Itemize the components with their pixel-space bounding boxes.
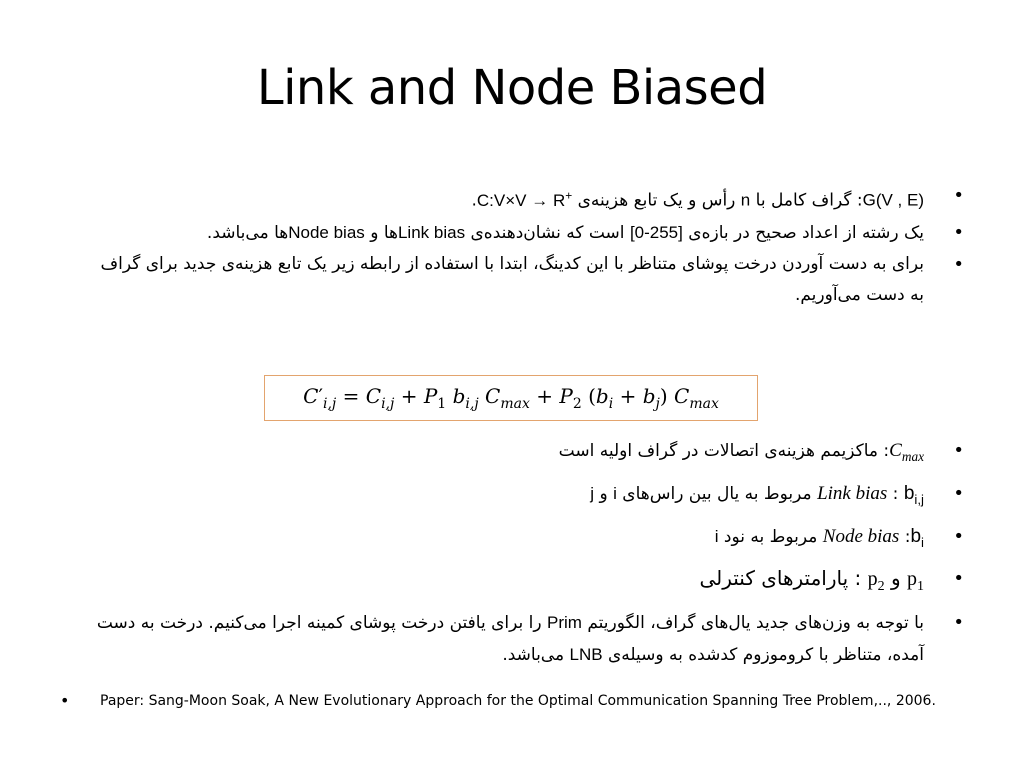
encoding-text-2: است که نشان‌دهنده‌ی xyxy=(465,222,630,243)
encoding-text-4: ها می‌باشد. xyxy=(206,222,289,243)
definition-list xyxy=(94,432,964,671)
vertex-i: i xyxy=(613,483,617,503)
link-bias-label: Link bias xyxy=(397,222,466,242)
p2-sub: 2 xyxy=(877,579,885,595)
vertex-j: j xyxy=(590,483,595,503)
list-item-new-cost xyxy=(94,249,964,311)
link-bias-name: Link bias xyxy=(817,482,888,504)
cost-function xyxy=(476,188,573,210)
encoding-text-1: یک رشته از اعداد صحیح در بازه‌ی xyxy=(682,222,924,243)
cost-function-text: C:V×V → R xyxy=(476,190,566,210)
formula-render: $C'_{i,j} = C_{i,j} + P_1$ $b_{i,j}$ $C_{max} + P_2$ $(b_i + b_j)$ $C_{max}$ xyxy=(303,384,719,412)
formula-box xyxy=(264,375,758,421)
graph-desc-1: : گراف کامل با xyxy=(750,190,863,211)
prim-text-3: می‌باشد. xyxy=(502,645,570,666)
sentence-end: . xyxy=(471,190,477,211)
bi-symbol xyxy=(910,525,924,550)
list-item-node-bias xyxy=(94,518,964,561)
bij-symbol xyxy=(903,482,924,507)
node-bias-text-2: مربوط به نود xyxy=(718,526,823,547)
list-item-parameters xyxy=(94,560,964,605)
paper-label: Paper: xyxy=(100,693,149,709)
cmax-sub: max xyxy=(901,448,924,464)
graph-label: G(V , E) xyxy=(862,190,924,210)
bi-letter: b xyxy=(910,525,922,547)
bullet-icon: • xyxy=(953,482,964,504)
paper-citation: Sang-Moon Soak, A New Evolutionary Approach for the Optimal Communication Spanning Tree Problem,.., 2006. xyxy=(148,693,936,709)
cmax-desc: : ماکزیمم هزینه‌ی اتصالات در گراف اولیه است xyxy=(558,441,890,461)
prim-text-1: با توجه به وزن‌های جدید یال‌های گراف، الگوریتم xyxy=(581,613,924,634)
prim-label: Prim xyxy=(547,613,582,633)
graph-desc-2: رأس و یک تابع هزینه‌ی xyxy=(572,190,741,211)
lnb-label: LNB xyxy=(569,645,603,665)
node-bias-label: Node bias xyxy=(288,222,365,242)
bullet-icon: • xyxy=(60,691,70,710)
bullet-icon: • xyxy=(953,221,964,243)
bullet-icon: • xyxy=(953,185,964,206)
cost-function-sup: + xyxy=(565,188,573,202)
list-item-link-bias xyxy=(94,475,964,518)
bi-sub: i xyxy=(921,534,924,550)
bullet-icon: • xyxy=(953,253,964,275)
intro-bullet-list xyxy=(94,180,964,311)
bullet-icon: • xyxy=(953,612,964,634)
list-item-prim xyxy=(94,607,964,671)
bullet-icon: • xyxy=(953,568,964,590)
node-bias-text-1: : xyxy=(899,526,911,547)
bullet-icon: • xyxy=(953,525,964,547)
list-item-cmax xyxy=(94,432,964,475)
bullet-icon: • xyxy=(953,440,964,461)
and-word: و xyxy=(594,483,614,504)
list-item-graph-definition xyxy=(94,180,964,217)
n-label: n xyxy=(740,190,751,210)
p2-letter: p xyxy=(867,568,878,591)
link-bias-text-1: : xyxy=(887,483,904,504)
node-i: i xyxy=(714,526,719,546)
node-bias-name: Node bias xyxy=(822,525,900,547)
cmax-symbol xyxy=(889,440,924,464)
new-cost-text: برای به دست آوردن درخت پوشای متناظر با این کدینگ، ابتدا با استفاده از رابطه زیر یک تابع هزینه‌ی جدید برای گراف به دست می‌آوریم. xyxy=(100,253,924,305)
list-item-encoding xyxy=(94,217,964,249)
paper-reference xyxy=(60,690,980,712)
p1-letter: p xyxy=(907,568,917,591)
encoding-text-3: ها و xyxy=(364,222,398,243)
slide-title: Link and Node Biased xyxy=(256,60,768,116)
p1-symbol xyxy=(907,568,924,595)
p1-sub: 1 xyxy=(917,579,924,595)
formula xyxy=(303,384,719,412)
p2-symbol xyxy=(867,568,885,595)
and-word: و xyxy=(884,566,907,591)
parameters-desc: : پارامترهای کنترلی xyxy=(699,566,868,591)
bij-letter: b xyxy=(903,482,915,504)
cmax-letter: C xyxy=(889,440,902,461)
range-label: [0-255] xyxy=(629,222,683,242)
prim-text-2: را برای یافتن درخت پوشای کمینه اجرا می‌کنیم. درخت به دست آمده، متناظر با کروموزوم کدشده به وسیله‌ی xyxy=(96,613,924,666)
link-bias-text-2: مربوط به یال بین راس‌های xyxy=(616,483,818,504)
bij-sub: i,j xyxy=(914,491,924,507)
